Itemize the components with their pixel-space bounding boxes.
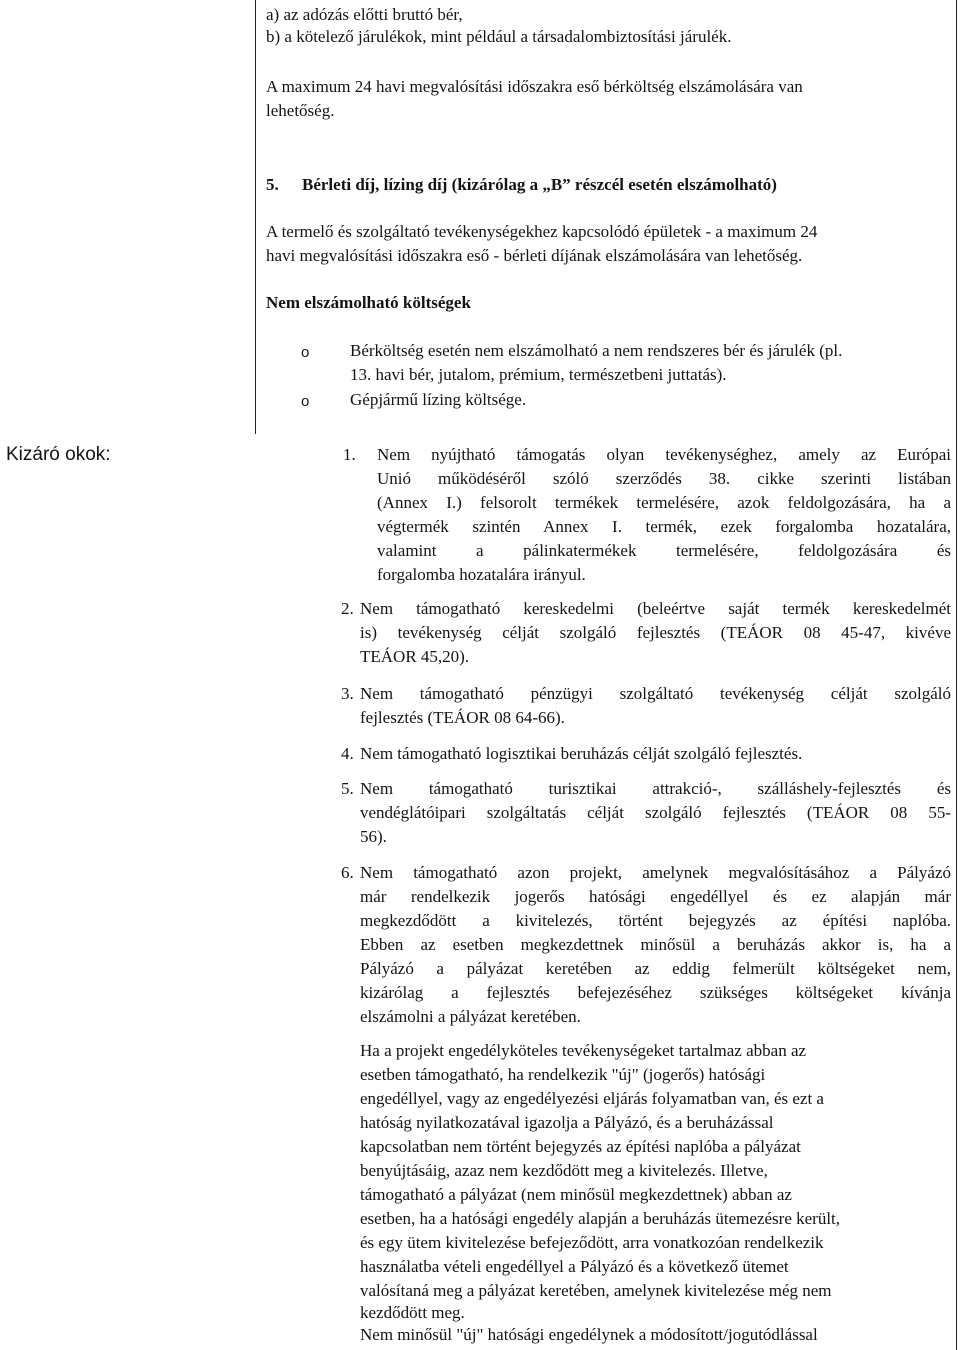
exclusion-1-line: (Annex I.) felsorolt termékek termelésére, azok feldolgozására, ha a <box>377 493 951 512</box>
text-line-b: b) a kötelező járulékok, mint például a társadalombiztosítási járulék. <box>266 27 732 46</box>
text-line-a: a) az adózás előtti bruttó bér, <box>266 5 463 24</box>
exclusion-3-line: Nem támogatható pénzügyi szolgáltató tevékenység célját szolgáló <box>360 684 951 703</box>
text-max-24-line2: lehetőség. <box>266 101 335 120</box>
text-max-24-line1: A maximum 24 havi megvalósítási időszakra eső bérköltség elszámolására van <box>266 77 803 96</box>
exclusion-6-para2-line: kapcsolatban nem történt bejegyzés az építési naplóba a pályázat <box>360 1137 801 1156</box>
exclusion-4-line: Nem támogatható logisztikai beruházás célját szolgáló fejlesztés. <box>360 744 803 763</box>
exclusion-6-para2-line: esetben, ha a hatósági engedély alapján a beruházás ütemezésre került, <box>360 1209 841 1228</box>
exclusion-6-para2-line: hatóság nyilatkozatával igazolja a Pályázó, és a beruházással <box>360 1113 774 1132</box>
exclusion-number: 4. <box>341 744 354 763</box>
exclusion-number: 6. <box>341 863 354 882</box>
exclusion-6-para2-line: használatba vételi engedéllyel a Pályázó és a következő ütemet <box>360 1257 789 1276</box>
exclusion-6-para2-line: kezdődött meg. <box>360 1303 465 1322</box>
exclusion-number: 5. <box>341 779 354 798</box>
exclusion-6-para2-line: benyújtásáig, azaz nem kezdődött meg a kivitelezés. Illetve, <box>360 1161 768 1180</box>
exclusion-1-line: végtermék szintén Annex I. termék, ezek forgalomba hozatalára, <box>377 517 951 536</box>
exclusion-6-para2-line: engedéllyel, vagy az engedélyezési eljárás folyamatban van, és ezt a <box>360 1089 824 1108</box>
non-eligible-heading: Nem elszámolható költségek <box>266 293 471 312</box>
exclusions-heading: Kizáró okok: <box>6 444 111 465</box>
non-eligible-item1-line2: 13. havi bér, jutalom, prémium, természetbeni juttatás). <box>350 365 727 384</box>
exclusion-6-para2-line: támogatható a pályázat (nem minősül megkezdettnek) abban az <box>360 1185 792 1204</box>
exclusion-2-line: Nem támogatható kereskedelmi (beleértve saját termék kereskedelmét <box>360 599 951 618</box>
exclusion-6-line: kizárólag a fejlesztés befejezéséhez szükséges költségeket kívánja <box>360 983 951 1002</box>
table-border-right <box>956 0 957 1350</box>
exclusion-6-line: Ebben az esetben megkezdettnek minősül a beruházás akkor is, ha a <box>360 935 951 954</box>
exclusion-5-line: 56). <box>360 827 387 846</box>
exclusion-6-para2-line: és egy ütem kivitelezése befejeződött, arra vonatkozóan rendelkezik <box>360 1233 824 1252</box>
section-number: 5. <box>266 175 279 194</box>
exclusion-5-line: vendéglátóipari szolgáltatás célját szolgáló fejlesztés (TEÁOR 08 55- <box>360 803 951 822</box>
exclusion-6-para2-line: esetben támogatható, ha rendelkezik "új" (jogerős) hatósági <box>360 1065 766 1084</box>
exclusion-1-line: forgalomba hozatalára irányul. <box>377 565 586 584</box>
non-eligible-item2: Gépjármű lízing költsége. <box>350 390 527 409</box>
non-eligible-item1-line1: Bérköltség esetén nem elszámolható a nem rendszeres bér és járulék (pl. <box>350 341 843 360</box>
exclusion-6-para2-line: Nem minősül "új" hatósági engedélynek a módosított/jogutódlással <box>360 1325 818 1344</box>
bullet-icon: o <box>301 393 310 410</box>
exclusion-number: 2. <box>341 599 354 618</box>
exclusion-6-para2-line: Ha a projekt engedélyköteles tevékenységeket tartalmaz abban az <box>360 1041 807 1060</box>
exclusion-5-line: Nem támogatható turisztikai attrakció-, szálláshely-fejlesztés és <box>360 779 951 798</box>
section-title: Bérleti díj, lízing díj (kizárólag a „B” részcél esetén elszámolható) <box>302 175 777 194</box>
exclusion-1-line: valamint a pálinkatermékek termelésére, feldolgozására és <box>377 541 951 560</box>
exclusion-1-line: Nem nyújtható támogatás olyan tevékenységhez, amely az Európai <box>377 445 951 464</box>
exclusion-6-line: már rendelkezik jogerős hatósági engedéllyel és ez alapján már <box>360 887 951 906</box>
exclusion-3-line: fejlesztés (TEÁOR 08 64-66). <box>360 708 565 727</box>
exclusion-6-para2-line: valósítaná meg a pályázat keretében, amelynek kivitelezése még nem <box>360 1281 832 1300</box>
exclusion-1-line: Unió működéséről szóló szerződés 38. cikke szerinti listában <box>377 469 951 488</box>
section-para-line2: havi megvalósítási időszakra eső - bérleti díjának elszámolására van lehetőség. <box>266 246 803 265</box>
exclusion-2-line: is) tevékenység célját szolgáló fejlesztés (TEÁOR 08 45-47, kivéve <box>360 623 951 642</box>
table-border-left <box>255 0 256 434</box>
exclusion-number: 3. <box>341 684 354 703</box>
exclusion-2-line: TEÁOR 45,20). <box>360 647 470 666</box>
exclusion-6-line: elszámolni a pályázat keretében. <box>360 1007 581 1026</box>
exclusion-6-line: megkezdődött a kivitelezés, történt bejegyzés az építési naplóba. <box>360 911 951 930</box>
exclusion-6-line: Pályázó a pályázat keretében az eddig felmerült költségeket nem, <box>360 959 951 978</box>
section-para-line1: A termelő és szolgáltató tevékenységekhez kapcsolódó épületek - a maximum 24 <box>266 222 818 241</box>
exclusion-6-line: Nem támogatható azon projekt, amelynek megvalósításához a Pályázó <box>360 863 951 882</box>
bullet-icon: o <box>301 344 310 361</box>
exclusion-number: 1. <box>343 445 356 464</box>
